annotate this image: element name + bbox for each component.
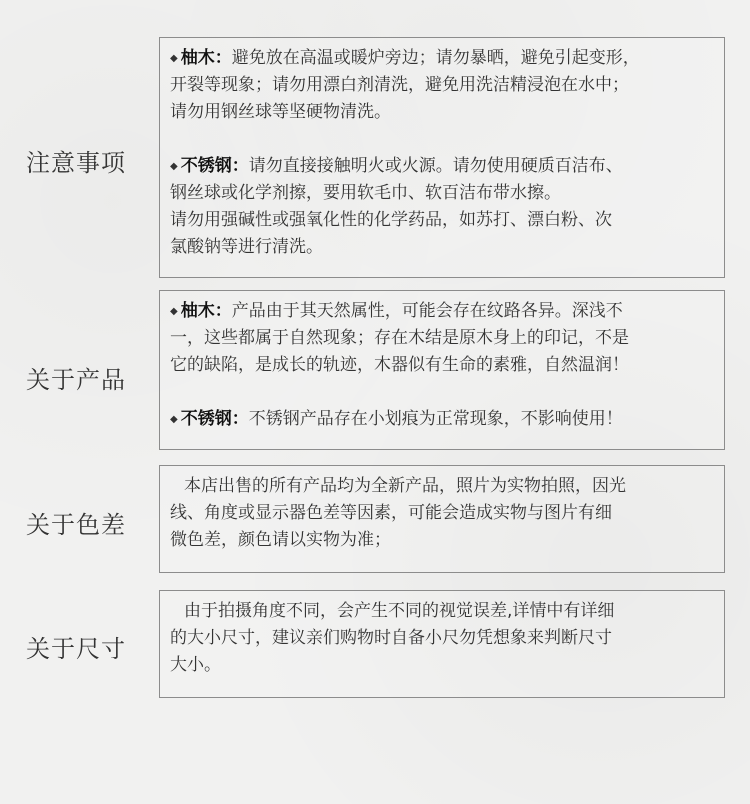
- spacer: [170, 126, 716, 153]
- diamond-bullet-icon: ◆: [170, 161, 178, 172]
- text-line: 产品由于其天然属性，可能会存在纹路各异。深浅不: [231, 301, 623, 321]
- text-line: 开裂等现象；请勿用漂白剂清洗，避免用洗洁精浸泡在水中；: [170, 75, 629, 95]
- about-size-box: [159, 590, 725, 698]
- spacer: [170, 379, 716, 406]
- section-label: 注意事项: [26, 149, 126, 177]
- text-line: 大小。: [170, 655, 221, 675]
- steel-heading: 不锈钢：: [180, 156, 249, 176]
- section-label: 关于尺寸: [26, 635, 126, 663]
- care-notes-box: [159, 37, 725, 278]
- text-line: 氯酸钠等进行清洗。: [170, 237, 323, 257]
- text-line: 微色差，颜色请以实物为准；: [170, 530, 391, 550]
- teak-care-first-line: [170, 45, 716, 72]
- teak-heading: 柚木：: [180, 48, 232, 68]
- text-line: 请勿用强碱性或强氧化性的化学药品，如苏打、漂白粉、次: [170, 210, 612, 230]
- about-product-box: [159, 290, 725, 450]
- text-line: 钢丝球或化学剂擦，要用软毛巾、软百洁布带水擦。: [170, 183, 561, 203]
- section-label: 关于产品: [26, 366, 126, 394]
- text-line: 的大小尺寸，建议亲们购物时自备小尺勿凭想象来判断尺寸: [170, 628, 612, 648]
- about-color-box: [159, 465, 725, 573]
- teak-product-first-line: [170, 298, 716, 325]
- steel-product-first-line: [170, 406, 716, 433]
- text-line: 它的缺陷，是成长的轨迹，木器似有生命的素雅，自然温润！: [170, 355, 629, 375]
- text-line: 本店出售的所有产品均为全新产品，照片为实物拍照，因光: [184, 476, 626, 496]
- text-line: 不锈钢产品存在小划痕为正常现象，不影响使用！: [248, 409, 623, 429]
- steel-care-first-line: [170, 153, 716, 180]
- text-line: 请勿用钢丝球等坚硬物清洗。: [170, 102, 391, 122]
- teak-heading: 柚木：: [180, 301, 232, 321]
- text-line: 一，这些都属于自然现象；存在木结是原木身上的印记，不是: [170, 328, 629, 348]
- diamond-bullet-icon: ◆: [170, 306, 178, 317]
- text-line: 线、角度或显示器色差等因素，可能会造成实物与图片有细: [170, 503, 612, 523]
- text-line: 避免放在高温或暖炉旁边；请勿暴晒，避免引起变形，: [231, 48, 640, 68]
- diamond-bullet-icon: ◆: [170, 53, 178, 64]
- section-label: 关于色差: [26, 511, 126, 539]
- steel-heading: 不锈钢：: [180, 409, 249, 429]
- text-line: 请勿直接接触明火或火源。请勿使用硬质百洁布、: [248, 156, 623, 176]
- text-line: 由于拍摄角度不同，会产生不同的视觉误差,详情中有详细: [184, 601, 615, 621]
- diamond-bullet-icon: ◆: [170, 414, 178, 425]
